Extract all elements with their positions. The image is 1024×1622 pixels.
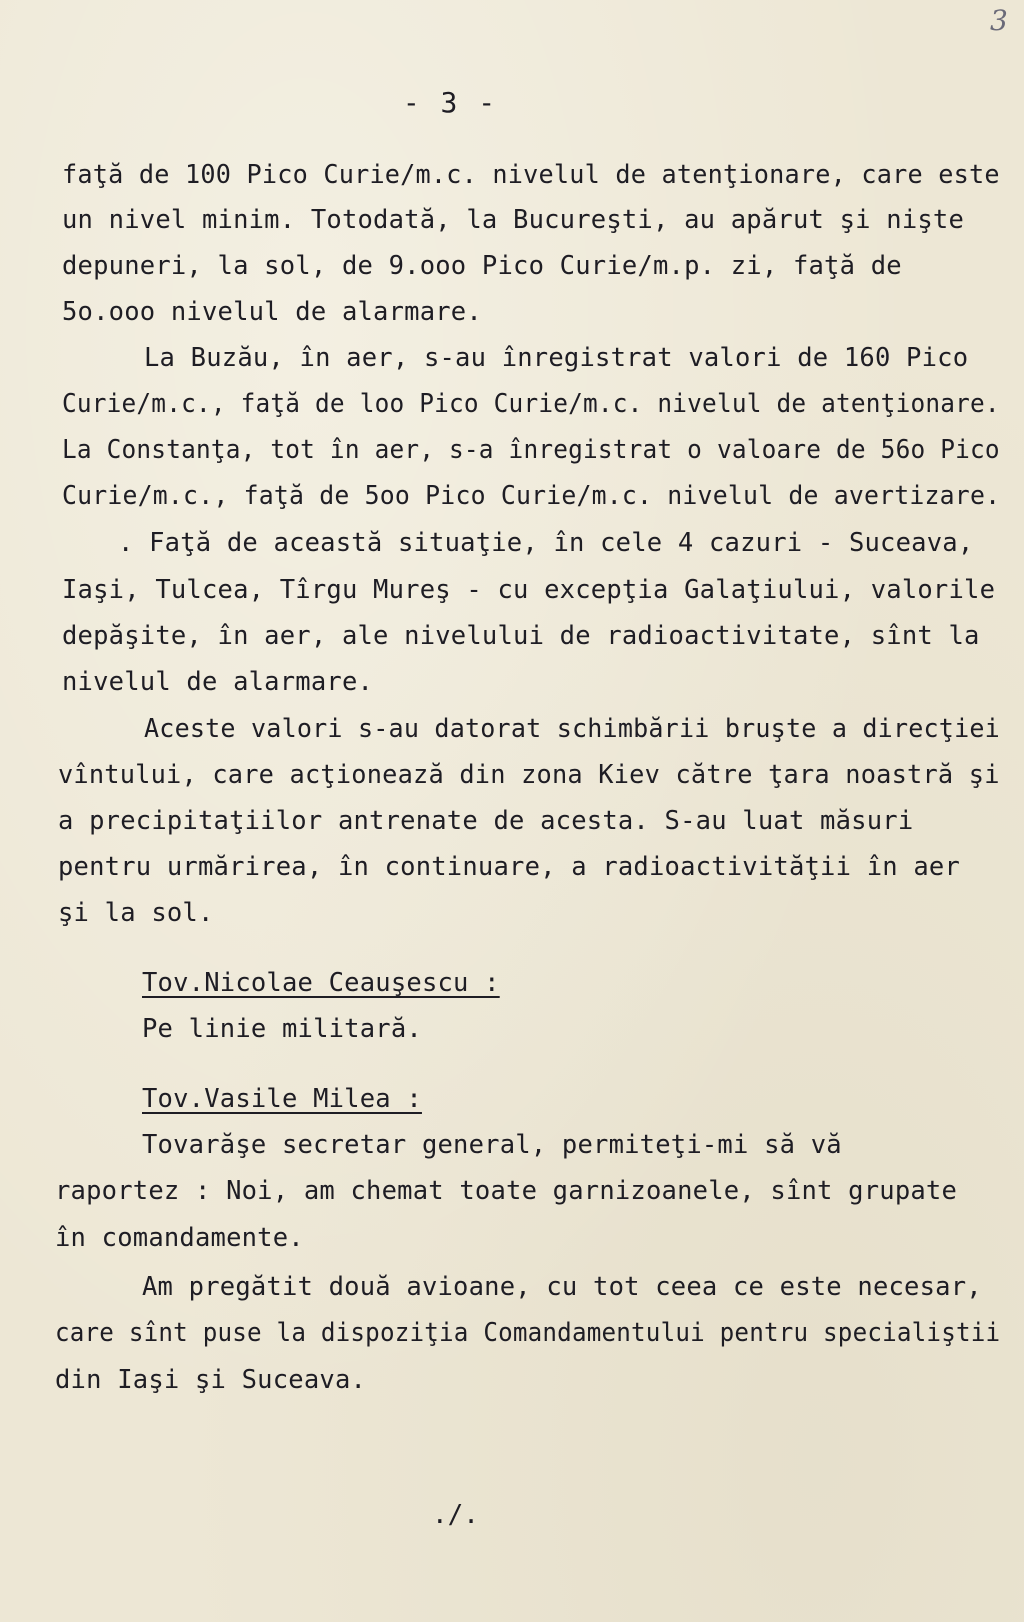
text-line: Tovarăşe secretar general, permiteţi-mi să vă	[142, 1130, 842, 1160]
text-line: vîntului, care acţionează din zona Kiev către ţara noastră şi	[58, 760, 1000, 790]
text-line: din Iaşi şi Suceava.	[55, 1365, 367, 1395]
continuation-mark: ./.	[432, 1500, 479, 1530]
text-line: depăşite, în aer, ale nivelului de radioactivitate, sînt la	[62, 621, 980, 651]
speaker-heading: Tov.Nicolae Ceauşescu :	[142, 968, 500, 998]
text-line: şi la sol.	[58, 898, 214, 928]
text-line: 5o.ooo nivelul de alarmare.	[62, 297, 482, 327]
text-line: un nivel minim. Totodată, la Bucureşti, au apărut şi nişte	[62, 205, 965, 235]
text-line: Am pregătit două avioane, cu tot ceea ce este necesar,	[142, 1272, 982, 1302]
text-line: La Constanţa, tot în aer, s-a înregistrat o valoare de 56o Pico	[62, 435, 1000, 465]
text-line: a precipitaţiilor antrenate de acesta. S-au luat măsuri	[58, 806, 914, 836]
text-line: Curie/m.c., faţă de 5oo Pico Curie/m.c. nivelul de avertizare.	[62, 481, 1001, 511]
text-line: Aceste valori s-au datorat schimbării bruşte a direcţiei	[144, 714, 1000, 744]
text-line: faţă de 100 Pico Curie/m.c. nivelul de atenţionare, care este	[62, 160, 1000, 190]
text-line: Pe linie militară.	[142, 1014, 422, 1044]
text-line: Curie/m.c., faţă de loo Pico Curie/m.c. nivelul de atenţionare.	[62, 389, 1000, 419]
text-line: pentru urmărirea, în continuare, a radioactivităţii în aer	[58, 852, 961, 882]
text-line: depuneri, la sol, de 9.ooo Pico Curie/m.p. zi, faţă de	[62, 251, 902, 281]
text-line: . Faţă de această situaţie, în cele 4 cazuri - Suceava,	[118, 528, 974, 558]
text-line: în comandamente.	[55, 1223, 304, 1253]
page-number: - 3 -	[402, 86, 498, 119]
text-line: Iaşi, Tulcea, Tîrgu Mureş - cu excepţia Galaţiului, valorile	[62, 575, 996, 605]
text-line: La Buzău, în aer, s-au înregistrat valori de 160 Pico	[144, 343, 969, 373]
text-line: nivelul de alarmare.	[62, 667, 374, 697]
text-line: raportez : Noi, am chemat toate garnizoanele, sînt grupate	[55, 1176, 958, 1206]
text-line: care sînt puse la dispoziţia Comandamentului pentru specialiştii	[55, 1318, 1001, 1348]
speaker-heading: Tov.Vasile Milea :	[142, 1084, 422, 1114]
archive-page-mark: 3	[990, 4, 1008, 37]
